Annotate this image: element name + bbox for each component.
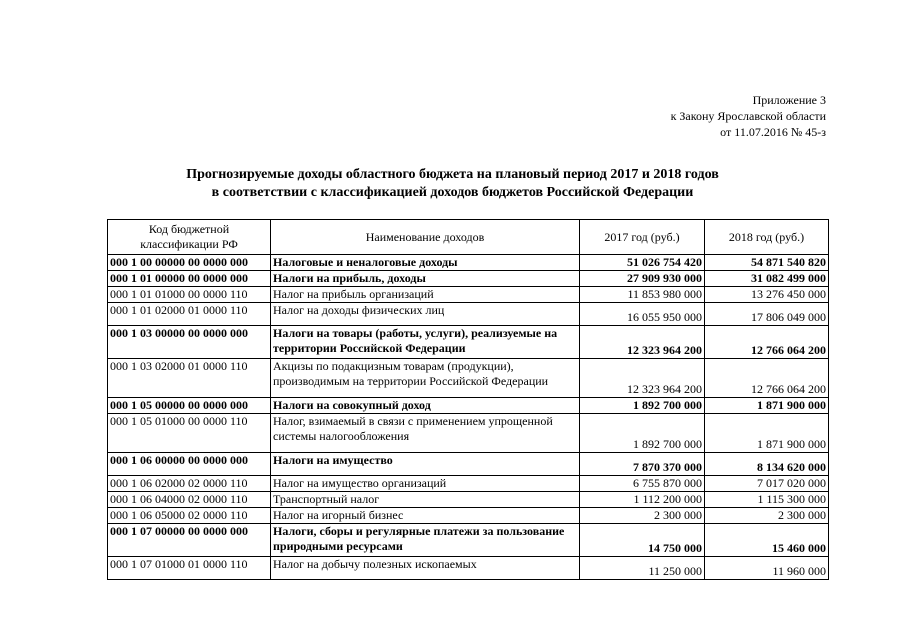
document-title xyxy=(0,166,905,202)
table-row xyxy=(108,524,829,557)
row-code: 000 1 01 02000 01 0000 110 xyxy=(108,303,271,326)
row-2017: 1 892 700 000 xyxy=(580,414,705,453)
row-code: 000 1 05 00000 00 0000 000 xyxy=(108,398,271,414)
row-2017: 51 026 754 420 xyxy=(580,255,705,271)
row-2018: 15 460 000 xyxy=(705,524,829,557)
row-2018: 1 115 300 000 xyxy=(705,492,829,508)
header-2017: 2017 год (руб.) xyxy=(580,220,705,255)
table-row xyxy=(108,453,829,476)
row-2017: 11 250 000 xyxy=(580,557,705,580)
table-row xyxy=(108,359,829,398)
table-row xyxy=(108,508,829,524)
row-2017: 16 055 950 000 xyxy=(580,303,705,326)
row-2018: 54 871 540 820 xyxy=(705,255,829,271)
row-2017: 11 853 980 000 xyxy=(580,287,705,303)
row-2017: 12 323 964 200 xyxy=(580,359,705,398)
row-code: 000 1 03 00000 00 0000 000 xyxy=(108,326,271,359)
row-2017: 12 323 964 200 xyxy=(580,326,705,359)
row-code: 000 1 01 00000 00 0000 000 xyxy=(108,271,271,287)
row-2017: 1 892 700 000 xyxy=(580,398,705,414)
row-name: Налог на доходы физических лиц xyxy=(271,303,580,326)
row-code: 000 1 07 01000 01 0000 110 xyxy=(108,557,271,580)
row-2018: 1 871 900 000 xyxy=(705,398,829,414)
appendix-note xyxy=(671,92,826,140)
table-row xyxy=(108,398,829,414)
row-2018: 8 134 620 000 xyxy=(705,453,829,476)
row-code: 000 1 00 00000 00 0000 000 xyxy=(108,255,271,271)
title-line-1: Прогнозируемые доходы областного бюджета на плановый период 2017 и 2018 годов xyxy=(186,167,719,182)
row-2017: 1 112 200 000 xyxy=(580,492,705,508)
row-code: 000 1 06 04000 02 0000 110 xyxy=(108,492,271,508)
row-name: Налоги на совокупный доход xyxy=(271,398,580,414)
row-name: Налоги на прибыль, доходы xyxy=(271,271,580,287)
row-name: Налог на прибыль организаций xyxy=(271,287,580,303)
table-row xyxy=(108,476,829,492)
row-name: Налоги на имущество xyxy=(271,453,580,476)
row-code: 000 1 07 00000 00 0000 000 xyxy=(108,524,271,557)
row-2018: 13 276 450 000 xyxy=(705,287,829,303)
row-2017: 6 755 870 000 xyxy=(580,476,705,492)
appendix-line-2: к Закону Ярославской области xyxy=(670,109,826,123)
row-code: 000 1 06 05000 02 0000 110 xyxy=(108,508,271,524)
table-row xyxy=(108,557,829,580)
table-row xyxy=(108,303,829,326)
row-code: 000 1 03 02000 01 0000 110 xyxy=(108,359,271,398)
row-name: Транспортный налог xyxy=(271,492,580,508)
row-2018: 17 806 049 000 xyxy=(705,303,829,326)
row-2017: 2 300 000 xyxy=(580,508,705,524)
row-2017: 27 909 930 000 xyxy=(580,271,705,287)
row-name: Налог на добычу полезных ископаемых xyxy=(271,557,580,580)
header-code: Код бюджетной классификации РФ xyxy=(108,220,271,255)
table-row xyxy=(108,255,829,271)
row-code: 000 1 06 02000 02 0000 110 xyxy=(108,476,271,492)
row-2018: 12 766 064 200 xyxy=(705,326,829,359)
row-2018: 31 082 499 000 xyxy=(705,271,829,287)
title-line-2: в соответствии с классификацией доходов бюджетов Российской Федерации xyxy=(211,185,694,200)
row-name: Налоги на товары (работы, услуги), реализуемые на территории Российской Федерации xyxy=(271,326,580,359)
table-row xyxy=(108,326,829,359)
row-2017: 7 870 370 000 xyxy=(580,453,705,476)
header-name: Наименование доходов xyxy=(271,220,580,255)
row-2017: 14 750 000 xyxy=(580,524,705,557)
row-code: 000 1 05 01000 00 0000 110 xyxy=(108,414,271,453)
table-row xyxy=(108,414,829,453)
row-code: 000 1 06 00000 00 0000 000 xyxy=(108,453,271,476)
row-2018: 11 960 000 xyxy=(705,557,829,580)
row-2018: 7 017 020 000 xyxy=(705,476,829,492)
header-2018: 2018 год (руб.) xyxy=(705,220,829,255)
table-header-row xyxy=(108,220,829,255)
table-row xyxy=(108,492,829,508)
row-name: Налоги, сборы и регулярные платежи за пользование природными ресурсами xyxy=(271,524,580,557)
row-name: Налог, взимаемый в связи с применением упрощенной системы налогообложения xyxy=(271,414,580,453)
row-name: Налог на имущество организаций xyxy=(271,476,580,492)
row-name: Налог на игорный бизнес xyxy=(271,508,580,524)
appendix-line-3: от 11.07.2016 № 45-з xyxy=(720,125,826,139)
appendix-line-1: Приложение 3 xyxy=(752,93,826,107)
revenue-table xyxy=(107,219,829,580)
row-name: Акцизы по подакцизным товарам (продукции), производимым на территории Российской Федерации xyxy=(271,359,580,398)
row-2018: 1 871 900 000 xyxy=(705,414,829,453)
row-name: Налоговые и неналоговые доходы xyxy=(271,255,580,271)
row-2018: 12 766 064 200 xyxy=(705,359,829,398)
table-row xyxy=(108,271,829,287)
row-2018: 2 300 000 xyxy=(705,508,829,524)
table-row xyxy=(108,287,829,303)
row-code: 000 1 01 01000 00 0000 110 xyxy=(108,287,271,303)
